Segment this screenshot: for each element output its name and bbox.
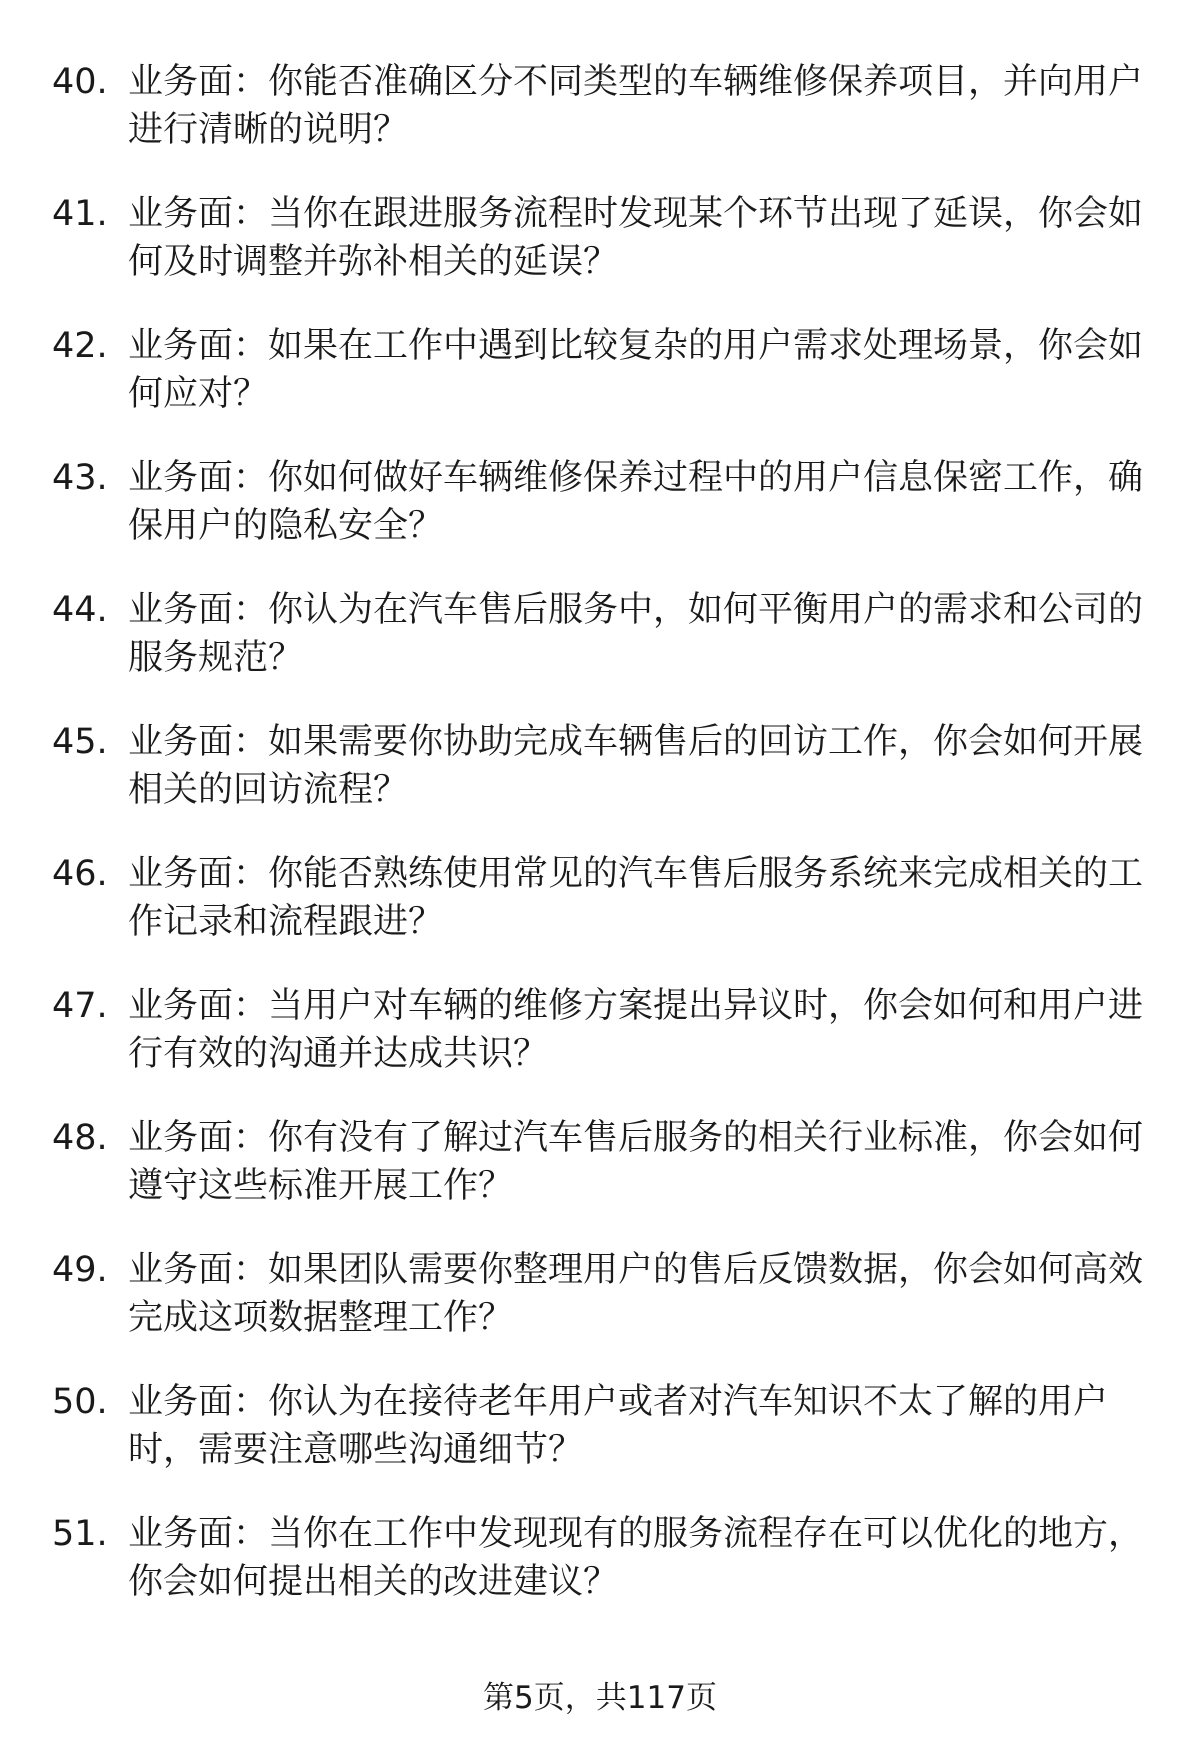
question-item (0, 1246, 1200, 1378)
question-text: 业务面：如果团队需要你整理用户的售后反馈数据，你会如何高效完成这项数据整理工作？ (128, 1250, 1144, 1338)
question-text: 业务面：你如何做好车辆维修保养过程中的用户信息保密工作，确保用户的隐私安全？ (128, 458, 1144, 546)
question-item (0, 322, 1200, 454)
question-number: 43. (52, 458, 108, 498)
question-item (0, 982, 1200, 1114)
question-number: 44. (52, 590, 108, 630)
question-number: 40. (52, 62, 108, 102)
question-number: 41. (52, 194, 108, 234)
question-list (0, 58, 1200, 1642)
page-footer: 第5页，共117页 (483, 1680, 717, 1716)
question-text: 业务面：如果在工作中遇到比较复杂的用户需求处理场景，你会如何应对？ (128, 326, 1144, 414)
question-text: 业务面：当你在跟进服务流程时发现某个环节出现了延误，你会如何及时调整并弥补相关的延误？ (128, 194, 1144, 282)
question-number: 42. (52, 326, 108, 366)
question-text: 业务面：当你在工作中发现现有的服务流程存在可以优化的地方，你会如何提出相关的改进建议？ (128, 1514, 1144, 1602)
question-item (0, 454, 1200, 586)
question-item (0, 850, 1200, 982)
question-item (0, 1510, 1200, 1642)
question-text: 业务面：你认为在接待老年用户或者对汽车知识不太了解的用户时，需要注意哪些沟通细节？ (128, 1382, 1109, 1470)
question-item (0, 586, 1200, 718)
question-item (0, 190, 1200, 322)
question-number: 49. (52, 1250, 108, 1290)
question-number: 45. (52, 722, 108, 762)
question-text: 业务面：如果需要你协助完成车辆售后的回访工作，你会如何开展相关的回访流程？ (128, 722, 1144, 810)
question-item (0, 1378, 1200, 1510)
question-item (0, 718, 1200, 850)
question-number: 47. (52, 986, 108, 1026)
question-number: 46. (52, 854, 108, 894)
question-number: 50. (52, 1382, 108, 1422)
question-text: 业务面：你有没有了解过汽车售后服务的相关行业标准，你会如何遵守这些标准开展工作？ (128, 1118, 1144, 1206)
question-text: 业务面：你能否熟练使用常见的汽车售后服务系统来完成相关的工作记录和流程跟进？ (128, 854, 1144, 942)
question-item (0, 58, 1200, 190)
question-item (0, 1114, 1200, 1246)
question-number: 51. (52, 1514, 108, 1554)
question-number: 48. (52, 1118, 108, 1158)
question-text: 业务面：你认为在汽车售后服务中，如何平衡用户的需求和公司的服务规范？ (128, 590, 1144, 678)
question-text: 业务面：你能否准确区分不同类型的车辆维修保养项目，并向用户进行清晰的说明？ (128, 62, 1144, 150)
question-text: 业务面：当用户对车辆的维修方案提出异议时，你会如何和用户进行有效的沟通并达成共识？ (128, 986, 1144, 1074)
